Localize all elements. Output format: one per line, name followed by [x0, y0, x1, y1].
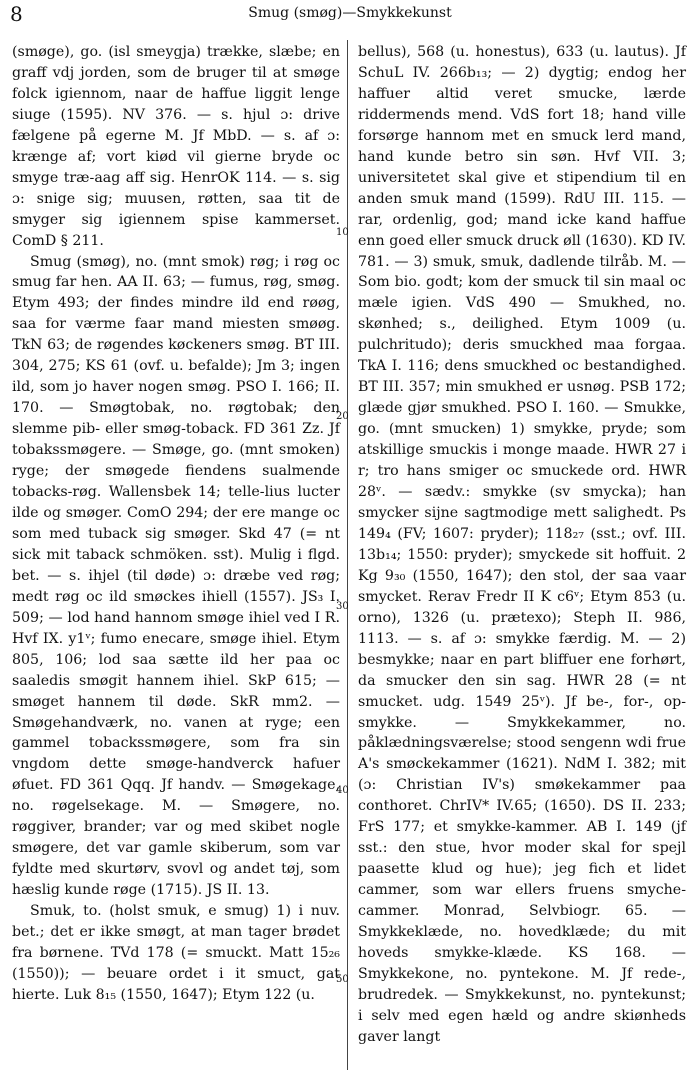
- entry-smuk-continuation: bellus), 568 (u. honestus), 633 (u. lautus). Jf SchuL IV. 266b₁₃; — 2) dygtig; endog her haffuer altid veret smucke, lærde riddermends mend. VdS fort 18; hand ville forsørge hannom met en smuck lerd mand, hand kunde betro sin søn. Hvf VII. 3; universitetet skal give et stipendium til en anden smuk mand (1599). RdU III. 115. — rar, ordenlig, god; mand icke kand haffue enn goed eller smuck druck øll (1630). KD IV. 781. — 3) smuk, smuk, dadlende tilråb. M. — Som bio. godt; kom der smuck til sin maal oc mæle igien. VdS 490 — Smukhed, no. skønhed; s., deilighed. Etym 1009 (u. pulchritudo); deris smuckhed maa forgaa. TkA I. 116; dens smuckhed oc bestandighed. BT III. 357; min smukhed er usnøg. PSB 172; glæde gjør smukhed. PSO I. 160. — Smukke, go. (mnt smucken) 1) smykke, pryde; som atskillige smuckis i monge maade. HWR 27 i r; tro hans smiger oc smuckede ord. HWR 28ᵛ. — sædv.: smykke (sv smycka); han smycker sijne sagtmodige mett salighedt. Ps 149₄ (FV; 1607: pryder); 118₂₇ (sst.; ovf. III. 13b₁₄; 1550: pryder); smyckede sit hoffuit. 2 Kg 9₃₀ (1550, 1647); den stol, der saa vaar smycket. Rerav Fredr II K c6ᵛ; Etym 853 (u. orno), 1326 (u. prætexo); Steph II. 986, 1113. — s. af ɔ: smykke færdig. M. — 2) besmykke; naar en part bliffuer ene forhørt, da smucker den sin sag. HWR 28 (= nt smucket. udg. 1549 25ᵛ). Jf be-, for-, op- smykke. — Smykkekammer, no. påklædningsværelse; stood sengenn wdi frue A's smøckekammer (1621). NdM I. 382; mit (ɔ: Christian IV's) smøkekammer paa conthoret. ChrIV* IV.65; (1650). DS II. 233; FrS 177; et smykke-kammer. AB I. 149 (jf sst.: den stue, hvor moder skal for spejl paasette klud og hue); jeg fich et lidet cammer, som war ellers fruens smyche-cammer. Monrad, Selvbiogr. 65. — Smykkeklæde, no. hovedklæde; du mit hoveds smykke-klæde. KS 168. — Smykkekone, no. pyntekone. M. Jf rede-, brudredek. — Smykkekunst, no. pyntekunst; i selv med egen hæld og andre skiønheds gaver langt: [358, 44, 686, 1045]
- line-number-30: 30: [336, 601, 349, 612]
- right-column: [358, 42, 686, 1048]
- page-number: 8: [10, 2, 23, 26]
- line-number-40: 40: [336, 785, 349, 796]
- left-column: [12, 42, 340, 1006]
- running-head: Smug (smøg)—Smykkekunst: [248, 5, 452, 21]
- line-number-10: 10: [336, 227, 349, 238]
- line-number-50: 50: [336, 974, 349, 985]
- column-divider: [347, 40, 348, 1070]
- page-header: [0, 0, 700, 34]
- entry-smuk: Smuk, to. (holst smuk, e smug) 1) i nuv. bet.; det er ikke smøgt, at man tager brødet fra børnene. TVd 178 (= smuckt. Matt 15₂₆ (1550)); — beuare ordet i it smuct, gat hierte. Luk 8₁₅ (1550, 1647); Etym 122 (u.: [12, 903, 340, 1003]
- entry-smoge-continuation: (smøge), go. (isl smeygja) trække, slæbe; en graff vdj jorden, som de bruger til at smøge folck igiennom, naar de haffue liggit lenge siuge (1595). NV 376. — s. hjul ɔ: drive fælgene på egerne M. Jf MbD. — s. af ɔ: krænge af; vort kiød vil gierne bryde oc smyge træ-aag aff sig. HenrOK 114. — s. sig ɔ: snige sig; muusen, røtten, saa tit de smyger sig igiennem spise kammerset. ComD § 211.: [12, 44, 340, 249]
- entry-smug: Smug (smøg), no. (mnt smok) røg; i røg oc smug far hen. AA II. 63; — fumus, røg, smøg. Etym 493; der findes mindre ild end røøg, saa for værme faar mand miesten smøøg. TkN 63; de røgendes køckeners smøg. BT III. 304, 275; KS 61 (ovf. u. befalde); Jm 3; ingen ild, som jo haver nogen smøg. PSO I. 166; II. 170. — Smøgtobak, no. røgtobak; den slemme pib- eller smøg-toback. FD 361 Zz. Jf tobakssmøgere. — Smøge, go. (mnt smoken) ryge; der smøgede fiendens sualmende tobacks-røg. Wallensbek 14; telle-lius lucter ilde og smøger. ComO 294; der ere mange oc som med tuback sig smøger. Skd 47 (= nt sick mit taback schmöken. sst). Mulig i flgd. bet. — s. ihjel (til døde) ɔ: dræbe ved røg; medt røg oc ild smøckes ihiell (1557). JS₃ I. 509; — lod hand hannom smøge ihiel ved I R. Hvf IX. y1ᵛ; fumo enecare, smøge ihiel. Etym 805, 106; lod saa sætte ild her paa oc saaledis smøgit hannem ihiel. SkP 615; — smøget hannem til døde. SkR mm2. — Smøgehandværk, no. vanen at ryge; een gammel tobackssmøgere, som fra sin vngdom dette smøge-handverck hafuer øfuet. FD 361 Qqq. Jf handv. — Smøgekage, no. røgelsekage. M. — Smøgere, no. røggiver, brander; var og med skibet nogle smøgere, det var gamle skiberum, som var fyldte med skurtørv, svovl og andet tøj, som hæslig kunde røge (1715). JS II. 13.: [12, 253, 340, 899]
- line-number-20: 20: [336, 411, 349, 422]
